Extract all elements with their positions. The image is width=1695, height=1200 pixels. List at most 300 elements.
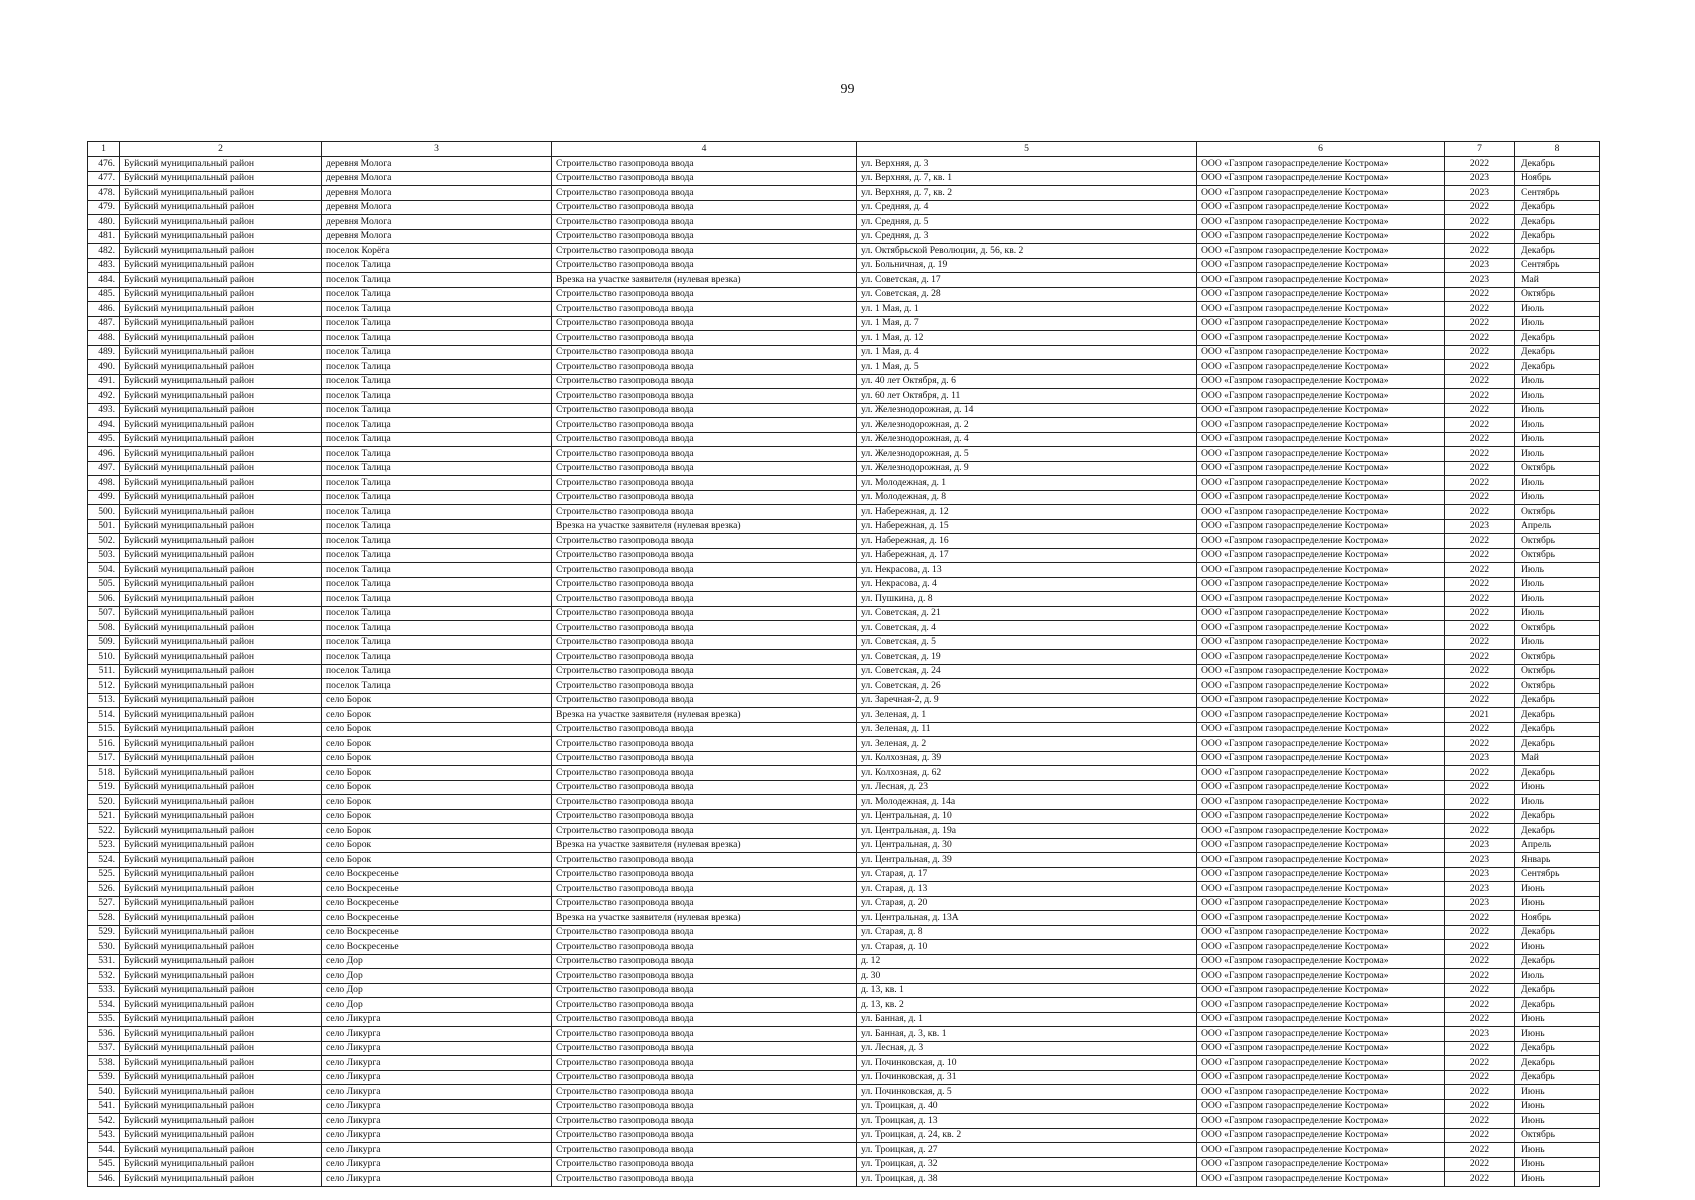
- month-cell: Декабрь: [1515, 925, 1600, 940]
- table-row: [88, 1012, 1600, 1027]
- year-cell: 2022: [1445, 621, 1515, 636]
- district-cell: Буйский муниципальный район: [120, 954, 322, 969]
- settlement-cell: село Воскресенье: [322, 896, 552, 911]
- settlement-cell: село Ликурга: [322, 1085, 552, 1100]
- district-cell: Буйский муниципальный район: [120, 229, 322, 244]
- district-cell: Буйский муниципальный район: [120, 1027, 322, 1042]
- contractor-cell: ООО «Газпром газораспределение Кострома»: [1197, 447, 1445, 462]
- address-cell: ул. Центральная, д. 13А: [857, 911, 1197, 926]
- row-number: 511.: [88, 664, 120, 679]
- year-cell: 2022: [1445, 737, 1515, 752]
- work-type-cell: Строительство газопровода ввода: [552, 693, 857, 708]
- settlement-cell: поселок Талица: [322, 592, 552, 607]
- settlement-cell: поселок Талица: [322, 432, 552, 447]
- contractor-cell: ООО «Газпром газораспределение Кострома»: [1197, 1172, 1445, 1187]
- address-cell: ул. Некрасова, д. 4: [857, 577, 1197, 592]
- address-cell: ул. Пушкина, д. 8: [857, 592, 1197, 607]
- contractor-cell: ООО «Газпром газораспределение Кострома»: [1197, 548, 1445, 563]
- column-header: 3: [322, 142, 552, 157]
- settlement-cell: село Ликурга: [322, 1056, 552, 1071]
- settlement-cell: поселок Талица: [322, 302, 552, 317]
- work-type-cell: Строительство газопровода ввода: [552, 925, 857, 940]
- district-cell: Буйский муниципальный район: [120, 534, 322, 549]
- row-number: 487.: [88, 316, 120, 331]
- year-cell: 2022: [1445, 244, 1515, 259]
- address-cell: ул. Молодежная, д. 1: [857, 476, 1197, 491]
- table-row: [88, 302, 1600, 317]
- settlement-cell: поселок Талица: [322, 389, 552, 404]
- district-cell: Буйский муниципальный район: [120, 157, 322, 172]
- year-cell: 2022: [1445, 447, 1515, 462]
- settlement-cell: село Ликурга: [322, 1070, 552, 1085]
- year-cell: 2022: [1445, 331, 1515, 346]
- table-row: [88, 925, 1600, 940]
- table-row: [88, 1157, 1600, 1172]
- settlement-cell: село Ликурга: [322, 1012, 552, 1027]
- month-cell: Декабрь: [1515, 360, 1600, 375]
- contractor-cell: ООО «Газпром газораспределение Кострома»: [1197, 751, 1445, 766]
- month-cell: Декабрь: [1515, 1056, 1600, 1071]
- contractor-cell: ООО «Газпром газораспределение Кострома»: [1197, 374, 1445, 389]
- month-cell: Сентябрь: [1515, 186, 1600, 201]
- contractor-cell: ООО «Газпром газораспределение Кострома»: [1197, 679, 1445, 694]
- work-type-cell: Строительство газопровода ввода: [552, 867, 857, 882]
- district-cell: Буйский муниципальный район: [120, 244, 322, 259]
- work-type-cell: Строительство газопровода ввода: [552, 563, 857, 578]
- table-row: [88, 171, 1600, 186]
- work-type-cell: Строительство газопровода ввода: [552, 650, 857, 665]
- contractor-cell: ООО «Газпром газораспределение Кострома»: [1197, 171, 1445, 186]
- settlement-cell: село Воскресенье: [322, 911, 552, 926]
- month-cell: Ноябрь: [1515, 911, 1600, 926]
- table-row: [88, 577, 1600, 592]
- district-cell: Буйский муниципальный район: [120, 1041, 322, 1056]
- district-cell: Буйский муниципальный район: [120, 766, 322, 781]
- work-type-cell: Строительство газопровода ввода: [552, 795, 857, 810]
- table-row: [88, 287, 1600, 302]
- contractor-cell: ООО «Газпром газораспределение Кострома»: [1197, 708, 1445, 723]
- row-number: 491.: [88, 374, 120, 389]
- address-cell: ул. Зеленая, д. 1: [857, 708, 1197, 723]
- district-cell: Буйский муниципальный район: [120, 360, 322, 375]
- district-cell: Буйский муниципальный район: [120, 403, 322, 418]
- address-cell: ул. Центральная, д. 39: [857, 853, 1197, 868]
- year-cell: 2022: [1445, 1128, 1515, 1143]
- work-type-cell: Строительство газопровода ввода: [552, 418, 857, 433]
- settlement-cell: село Дор: [322, 998, 552, 1013]
- contractor-cell: ООО «Газпром газораспределение Кострома»: [1197, 592, 1445, 607]
- table-row: [88, 650, 1600, 665]
- year-cell: 2023: [1445, 751, 1515, 766]
- settlement-cell: поселок Талица: [322, 287, 552, 302]
- row-number: 545.: [88, 1157, 120, 1172]
- row-number: 478.: [88, 186, 120, 201]
- contractor-cell: ООО «Газпром газораспределение Кострома»: [1197, 316, 1445, 331]
- district-cell: Буйский муниципальный район: [120, 940, 322, 955]
- table-row: [88, 563, 1600, 578]
- table-row: [88, 432, 1600, 447]
- settlement-cell: село Ликурга: [322, 1114, 552, 1129]
- work-type-cell: Строительство газопровода ввода: [552, 360, 857, 375]
- address-cell: ул. Советская, д. 19: [857, 650, 1197, 665]
- row-number: 524.: [88, 853, 120, 868]
- settlement-cell: поселок Талица: [322, 490, 552, 505]
- contractor-cell: ООО «Газпром газораспределение Кострома»: [1197, 186, 1445, 201]
- address-cell: ул. Советская, д. 26: [857, 679, 1197, 694]
- table-row: [88, 186, 1600, 201]
- address-cell: ул. Железнодорожная, д. 2: [857, 418, 1197, 433]
- contractor-cell: ООО «Газпром газораспределение Кострома»: [1197, 693, 1445, 708]
- contractor-cell: ООО «Газпром газораспределение Кострома»: [1197, 809, 1445, 824]
- year-cell: 2022: [1445, 345, 1515, 360]
- contractor-cell: ООО «Газпром газораспределение Кострома»: [1197, 998, 1445, 1013]
- year-cell: 2022: [1445, 592, 1515, 607]
- year-cell: 2022: [1445, 824, 1515, 839]
- month-cell: Октябрь: [1515, 461, 1600, 476]
- month-cell: Июнь: [1515, 1172, 1600, 1187]
- contractor-cell: ООО «Газпром газораспределение Кострома»: [1197, 1143, 1445, 1158]
- work-type-cell: Строительство газопровода ввода: [552, 389, 857, 404]
- year-cell: 2022: [1445, 809, 1515, 824]
- row-number: 526.: [88, 882, 120, 897]
- contractor-cell: ООО «Газпром газораспределение Кострома»: [1197, 664, 1445, 679]
- table-row: [88, 505, 1600, 520]
- district-cell: Буйский муниципальный район: [120, 577, 322, 592]
- table-row: [88, 490, 1600, 505]
- row-number: 541.: [88, 1099, 120, 1114]
- district-cell: Буйский муниципальный район: [120, 1085, 322, 1100]
- address-cell: ул. Молодежная, д. 8: [857, 490, 1197, 505]
- year-cell: 2022: [1445, 1056, 1515, 1071]
- contractor-cell: ООО «Газпром газораспределение Кострома»: [1197, 215, 1445, 230]
- contractor-cell: ООО «Газпром газораспределение Кострома»: [1197, 1157, 1445, 1172]
- work-type-cell: Врезка на участке заявителя (нулевая врезка): [552, 519, 857, 534]
- address-cell: ул. Октябрьской Революции, д. 56, кв. 2: [857, 244, 1197, 259]
- address-cell: ул. Железнодорожная, д. 4: [857, 432, 1197, 447]
- year-cell: 2022: [1445, 1143, 1515, 1158]
- work-type-cell: Строительство газопровода ввода: [552, 1027, 857, 1042]
- table-row: [88, 824, 1600, 839]
- row-number: 520.: [88, 795, 120, 810]
- district-cell: Буйский муниципальный район: [120, 679, 322, 694]
- contractor-cell: ООО «Газпром газораспределение Кострома»: [1197, 1085, 1445, 1100]
- contractor-cell: ООО «Газпром газораспределение Кострома»: [1197, 606, 1445, 621]
- month-cell: Декабрь: [1515, 824, 1600, 839]
- district-cell: Буйский муниципальный район: [120, 693, 322, 708]
- address-cell: ул. Средняя, д. 3: [857, 229, 1197, 244]
- month-cell: Июль: [1515, 389, 1600, 404]
- settlement-cell: поселок Талица: [322, 606, 552, 621]
- work-type-cell: Строительство газопровода ввода: [552, 258, 857, 273]
- year-cell: 2022: [1445, 461, 1515, 476]
- table-row: [88, 693, 1600, 708]
- work-type-cell: Строительство газопровода ввода: [552, 954, 857, 969]
- address-cell: ул. Железнодорожная, д. 5: [857, 447, 1197, 462]
- column-header: 7: [1445, 142, 1515, 157]
- district-cell: Буйский муниципальный район: [120, 1099, 322, 1114]
- work-type-cell: Строительство газопровода ввода: [552, 1041, 857, 1056]
- settlement-cell: село Дор: [322, 954, 552, 969]
- settlement-cell: поселок Талица: [322, 258, 552, 273]
- address-cell: ул. Набережная, д. 16: [857, 534, 1197, 549]
- work-type-cell: Строительство газопровода ввода: [552, 1056, 857, 1071]
- month-cell: Октябрь: [1515, 287, 1600, 302]
- work-type-cell: Строительство газопровода ввода: [552, 157, 857, 172]
- table-row: [88, 519, 1600, 534]
- row-number: 477.: [88, 171, 120, 186]
- month-cell: Июль: [1515, 476, 1600, 491]
- year-cell: 2022: [1445, 229, 1515, 244]
- address-cell: ул. Троицкая, д. 32: [857, 1157, 1197, 1172]
- month-cell: Июнь: [1515, 896, 1600, 911]
- work-type-cell: Строительство газопровода ввода: [552, 200, 857, 215]
- row-number: 501.: [88, 519, 120, 534]
- work-type-cell: Строительство газопровода ввода: [552, 896, 857, 911]
- table-row: [88, 374, 1600, 389]
- year-cell: 2023: [1445, 882, 1515, 897]
- month-cell: Июнь: [1515, 1143, 1600, 1158]
- month-cell: Декабрь: [1515, 737, 1600, 752]
- month-cell: Июль: [1515, 447, 1600, 462]
- contractor-cell: ООО «Газпром газораспределение Кострома»: [1197, 780, 1445, 795]
- month-cell: Июнь: [1515, 1012, 1600, 1027]
- year-cell: 2022: [1445, 302, 1515, 317]
- table-row: [88, 447, 1600, 462]
- district-cell: Буйский муниципальный район: [120, 432, 322, 447]
- settlement-cell: поселок Талица: [322, 476, 552, 491]
- contractor-cell: ООО «Газпром газораспределение Кострома»: [1197, 432, 1445, 447]
- contractor-cell: ООО «Газпром газораспределение Кострома»: [1197, 331, 1445, 346]
- year-cell: 2022: [1445, 969, 1515, 984]
- column-header: 2: [120, 142, 322, 157]
- table-row: [88, 896, 1600, 911]
- settlement-cell: поселок Талица: [322, 563, 552, 578]
- work-type-cell: Врезка на участке заявителя (нулевая врезка): [552, 838, 857, 853]
- table-row: [88, 635, 1600, 650]
- address-cell: ул. Троицкая, д. 38: [857, 1172, 1197, 1187]
- district-cell: Буйский муниципальный район: [120, 200, 322, 215]
- month-cell: Июнь: [1515, 1027, 1600, 1042]
- address-cell: д. 13, кв. 2: [857, 998, 1197, 1013]
- work-type-cell: Строительство газопровода ввода: [552, 215, 857, 230]
- settlement-cell: село Борок: [322, 751, 552, 766]
- district-cell: Буйский муниципальный район: [120, 925, 322, 940]
- year-cell: 2023: [1445, 186, 1515, 201]
- contractor-cell: ООО «Газпром газораспределение Кострома»: [1197, 1114, 1445, 1129]
- table-row: [88, 273, 1600, 288]
- address-cell: ул. Советская, д. 28: [857, 287, 1197, 302]
- district-cell: Буйский муниципальный район: [120, 1056, 322, 1071]
- settlement-cell: село Ликурга: [322, 1172, 552, 1187]
- row-number: 534.: [88, 998, 120, 1013]
- row-number: 476.: [88, 157, 120, 172]
- work-type-cell: Строительство газопровода ввода: [552, 548, 857, 563]
- row-number: 537.: [88, 1041, 120, 1056]
- settlement-cell: село Ликурга: [322, 1128, 552, 1143]
- district-cell: Буйский муниципальный район: [120, 331, 322, 346]
- district-cell: Буйский муниципальный район: [120, 563, 322, 578]
- work-type-cell: Врезка на участке заявителя (нулевая врезка): [552, 273, 857, 288]
- month-cell: Июнь: [1515, 1114, 1600, 1129]
- year-cell: 2021: [1445, 708, 1515, 723]
- contractor-cell: ООО «Газпром газораспределение Кострома»: [1197, 229, 1445, 244]
- year-cell: 2023: [1445, 171, 1515, 186]
- month-cell: Декабрь: [1515, 157, 1600, 172]
- settlement-cell: село Борок: [322, 693, 552, 708]
- address-cell: ул. Центральная, д. 10: [857, 809, 1197, 824]
- address-cell: ул. Железнодорожная, д. 14: [857, 403, 1197, 418]
- address-cell: ул. Средняя, д. 4: [857, 200, 1197, 215]
- month-cell: Июль: [1515, 563, 1600, 578]
- row-number: 499.: [88, 490, 120, 505]
- year-cell: 2022: [1445, 200, 1515, 215]
- year-cell: 2022: [1445, 157, 1515, 172]
- month-cell: Октябрь: [1515, 534, 1600, 549]
- table-row: [88, 548, 1600, 563]
- district-cell: Буйский муниципальный район: [120, 606, 322, 621]
- row-number: 515.: [88, 722, 120, 737]
- work-type-cell: Строительство газопровода ввода: [552, 171, 857, 186]
- table-row: [88, 853, 1600, 868]
- work-type-cell: Строительство газопровода ввода: [552, 824, 857, 839]
- work-type-cell: Строительство газопровода ввода: [552, 476, 857, 491]
- settlement-cell: поселок Талица: [322, 447, 552, 462]
- district-cell: Буйский муниципальный район: [120, 302, 322, 317]
- month-cell: Декабрь: [1515, 244, 1600, 259]
- row-number: 512.: [88, 679, 120, 694]
- work-type-cell: Строительство газопровода ввода: [552, 577, 857, 592]
- contractor-cell: ООО «Газпром газораспределение Кострома»: [1197, 563, 1445, 578]
- address-cell: ул. Зеленая, д. 2: [857, 737, 1197, 752]
- row-number: 502.: [88, 534, 120, 549]
- address-cell: ул. 1 Мая, д. 12: [857, 331, 1197, 346]
- district-cell: Буйский муниципальный район: [120, 751, 322, 766]
- work-type-cell: Строительство газопровода ввода: [552, 853, 857, 868]
- contractor-cell: ООО «Газпром газораспределение Кострома»: [1197, 911, 1445, 926]
- settlement-cell: село Ликурга: [322, 1099, 552, 1114]
- settlement-cell: село Ликурга: [322, 1157, 552, 1172]
- address-cell: ул. Старая, д. 10: [857, 940, 1197, 955]
- contractor-cell: ООО «Газпром газораспределение Кострома»: [1197, 418, 1445, 433]
- month-cell: Декабрь: [1515, 345, 1600, 360]
- year-cell: 2022: [1445, 548, 1515, 563]
- contractor-cell: ООО «Газпром газораспределение Кострома»: [1197, 389, 1445, 404]
- settlement-cell: поселок Талица: [322, 418, 552, 433]
- address-cell: ул. Старая, д. 17: [857, 867, 1197, 882]
- contractor-cell: ООО «Газпром газораспределение Кострома»: [1197, 896, 1445, 911]
- year-cell: 2022: [1445, 1041, 1515, 1056]
- work-type-cell: Врезка на участке заявителя (нулевая врезка): [552, 708, 857, 723]
- work-type-cell: Строительство газопровода ввода: [552, 461, 857, 476]
- district-cell: Буйский муниципальный район: [120, 983, 322, 998]
- contractor-cell: ООО «Газпром газораспределение Кострома»: [1197, 766, 1445, 781]
- table-row: [88, 1056, 1600, 1071]
- row-number: 489.: [88, 345, 120, 360]
- work-type-cell: Строительство газопровода ввода: [552, 766, 857, 781]
- row-number: 507.: [88, 606, 120, 621]
- address-cell: ул. Молодежная, д. 14а: [857, 795, 1197, 810]
- row-number: 484.: [88, 273, 120, 288]
- address-cell: ул. Зеленая, д. 11: [857, 722, 1197, 737]
- year-cell: 2022: [1445, 1157, 1515, 1172]
- month-cell: Сентябрь: [1515, 867, 1600, 882]
- row-number: 488.: [88, 331, 120, 346]
- district-cell: Буйский муниципальный район: [120, 171, 322, 186]
- table-row: [88, 940, 1600, 955]
- row-number: 500.: [88, 505, 120, 520]
- district-cell: Буйский муниципальный район: [120, 345, 322, 360]
- month-cell: Декабрь: [1515, 1070, 1600, 1085]
- settlement-cell: село Борок: [322, 838, 552, 853]
- row-number: 514.: [88, 708, 120, 723]
- month-cell: Декабрь: [1515, 693, 1600, 708]
- contractor-cell: ООО «Газпром газораспределение Кострома»: [1197, 795, 1445, 810]
- contractor-cell: ООО «Газпром газораспределение Кострома»: [1197, 302, 1445, 317]
- contractor-cell: ООО «Газпром газораспределение Кострома»: [1197, 519, 1445, 534]
- contractor-cell: ООО «Газпром газораспределение Кострома»: [1197, 867, 1445, 882]
- address-cell: ул. Советская, д. 17: [857, 273, 1197, 288]
- settlement-cell: село Дор: [322, 983, 552, 998]
- work-type-cell: Строительство газопровода ввода: [552, 809, 857, 824]
- row-number: 509.: [88, 635, 120, 650]
- address-cell: ул. Центральная, д. 19а: [857, 824, 1197, 839]
- contractor-cell: ООО «Газпром газораспределение Кострома»: [1197, 969, 1445, 984]
- page-number: 99: [840, 82, 855, 97]
- district-cell: Буйский муниципальный район: [120, 621, 322, 636]
- year-cell: 2022: [1445, 635, 1515, 650]
- row-number: 496.: [88, 447, 120, 462]
- district-cell: Буйский муниципальный район: [120, 389, 322, 404]
- district-cell: Буйский муниципальный район: [120, 664, 322, 679]
- district-cell: Буйский муниципальный район: [120, 273, 322, 288]
- contractor-cell: ООО «Газпром газораспределение Кострома»: [1197, 882, 1445, 897]
- table-row: [88, 621, 1600, 636]
- row-number: 518.: [88, 766, 120, 781]
- year-cell: 2022: [1445, 287, 1515, 302]
- work-type-cell: Строительство газопровода ввода: [552, 432, 857, 447]
- work-type-cell: Строительство газопровода ввода: [552, 345, 857, 360]
- address-cell: ул. Набережная, д. 17: [857, 548, 1197, 563]
- year-cell: 2022: [1445, 360, 1515, 375]
- row-number: 504.: [88, 563, 120, 578]
- work-type-cell: Строительство газопровода ввода: [552, 534, 857, 549]
- table-row: [88, 200, 1600, 215]
- month-cell: Май: [1515, 751, 1600, 766]
- month-cell: Июль: [1515, 403, 1600, 418]
- year-cell: 2022: [1445, 476, 1515, 491]
- contractor-cell: ООО «Газпром газораспределение Кострома»: [1197, 1128, 1445, 1143]
- work-type-cell: Строительство газопровода ввода: [552, 606, 857, 621]
- row-number: 540.: [88, 1085, 120, 1100]
- month-cell: Июнь: [1515, 1157, 1600, 1172]
- address-cell: ул. Набережная, д. 12: [857, 505, 1197, 520]
- contractor-cell: ООО «Газпром газораспределение Кострома»: [1197, 940, 1445, 955]
- contractor-cell: ООО «Газпром газораспределение Кострома»: [1197, 824, 1445, 839]
- table-row: [88, 476, 1600, 491]
- address-cell: ул. Советская, д. 21: [857, 606, 1197, 621]
- contractor-cell: ООО «Газпром газораспределение Кострома»: [1197, 461, 1445, 476]
- work-type-cell: Строительство газопровода ввода: [552, 983, 857, 998]
- address-cell: д. 12: [857, 954, 1197, 969]
- district-cell: Буйский муниципальный район: [120, 795, 322, 810]
- year-cell: 2022: [1445, 563, 1515, 578]
- district-cell: Буйский муниципальный район: [120, 447, 322, 462]
- settlement-cell: село Борок: [322, 766, 552, 781]
- settlement-cell: село Борок: [322, 824, 552, 839]
- work-type-cell: Строительство газопровода ввода: [552, 1114, 857, 1129]
- table-row: [88, 998, 1600, 1013]
- work-type-cell: Врезка на участке заявителя (нулевая врезка): [552, 911, 857, 926]
